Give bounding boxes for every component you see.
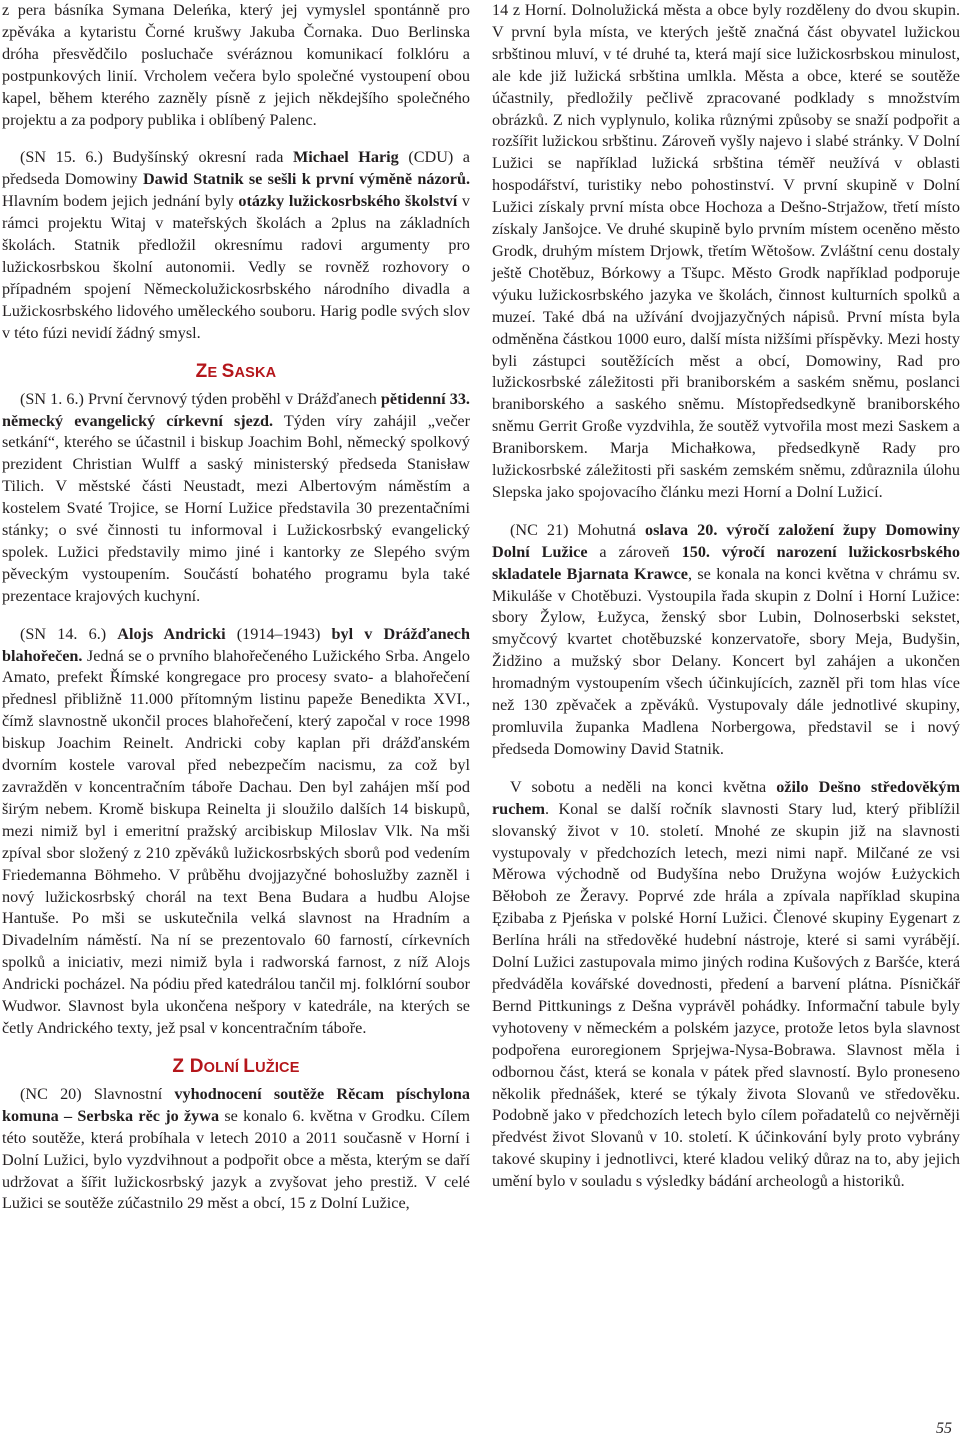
article-continuation: z pera básníka Symana Deleńka, který jej vymyslel spontánně pro zpěváka a kytaristu Čorné krušwy Jakuba Čornaka. Duo Berlinska dróha přesvědčilo posluchače svéráznou komunikací folklóru a postpunkových linií. Vrcholem večera bylo společné vystoupení obou kapel, během kterého zazněly písně z jejich někdejšího společného projektu a za podpory publika i oblíbený Palenc. (2, 1, 470, 129)
left-column (2, 0, 470, 1231)
article-language-contest-continued: 14 z Horní. Dolnolužická města a obce byly rozděleny do dvou skupin. V první byla místa, ve kterých ještě značná část obyvatel lužickou srbštinou mluví, v té druhé ta, která mají sice lužickosrbskou minulost, ale kde již lužická srbština umlkla. Města a obce, které se soutěže účastnily, předložily pečlivě zpracované podklady s množstvím obrázků. Z nich vyplynulo, kolika různými způsoby se snaží podpořit a rozšířit lužickou srbštinu. Zároveň vyšly najevo i slabé stránky. V Dolní Lužici se například lužická srbština téměř neužívá v oblasti hospodářství, turistiky nebo pohostinství. V první skupině v Dolní Lužici získaly první místa obce Hochoza a Dešno-Strjažow, třetí místo získaly Janšojce. Ve druhé skupině bylo prvním místem oceněno město Grodk, druhým místem Drjowk, třetím Wětošow. Zvláštní cenu dostaly ještě Chotěbuz, Bórkowy a Tšupc. Město Grodk například podporuje výuku lužickosrbského jazyka ve školách, činnost kulturních spolků a muzeí. Také dbá na užívání dvojjazyčných nápisů. První místa byla odměněna částkou 1000 euro, další místa nižšími příspěvky. Mezi hosty byli zástupci soutěžících měst a obcí, Domowiny, Rad pro lužickosrbské záležitosti při braniborském a saském sněmu, poslanci braniborského a saského sněmu. Místopředsedkyně braniborského sněmu Gerrit Große vyzdvihla, že soutěž vytvořila most mezi Saskem a Braniborskem. Marja Michałkowa, předsedkyně Rady pro lužickosrbské záležitosti při saském zemském sněmu, zdůraznila úlohu Slepska jako spojovacího článku mezi Horní a Dolní Lužicí. (492, 1, 960, 501)
section-heading-saska: ZE SASKA (195, 360, 277, 382)
article-domowina-anniversary: (NC 21) Mohutná oslava 20. výročí založení župy Domowiny Dolní Lužice a zároveň 150. výročí narození lužickosrbského skladatele Bjarnata Krawce, se konala na konci května v chrámu sv. Mikuláše v Chotěbuzi. Vystoupila řada skupin z Dolní i Horní Lužice: sbory Žylow, Łužyca, ženský sbor Lubin, Dolnoserbski sekstet, smyčcový kvartet chotěbuzské konzervatoře, sbory Meja, Budyšin, Židžino a mužský sbor Delany. Koncert byl zahájen a ukončen hromadným vystoupením všech účinkujících, zazněl při tom hlas více než 130 zpěvaček a zpěváků. Vystupovaly dále jednotlivé skupiny, promluvila županka Madlena Norbergowa, představil se i nový předseda Domowiny David Statnik. (492, 520, 960, 758)
page-number: 55 (936, 1420, 952, 1437)
article-budysin-school: (SN 15. 6.) Budyšínský okresní rada Michael Harig (CDU) a předseda Domowiny Dawid Statnik se sešli k první výměně názorů. Hlavním bodem jejich jednání byly otázky lužickosrbského školství v rámci projektu Witaj v mateřských školách a 2plus na základních školách. Statnik předložil okresnímu radovi argumenty pro lužickosrbskou školní autonomii. Vedly se rovněž rozhovory o případném spojení Německolužickosrbského národního divadla a Lužickosrbského lidového uměleckého souboru. Harig podle svých slov v této fúzi nevidí žádný smysl. (2, 148, 471, 342)
right-column (492, 0, 960, 1209)
article-medieval-festival: V sobotu a neděli na konci května ožilo Dešno středověkým ruchem. Konal se další ročník slavnosti Stary lud, který přiblížil slovanský život v 10. století. Mnohé ze skupin již na slavnosti vystupovaly v předchozích letech, mezi nimi např. Milčané ze vsi Měrowa východně od Budyšína nebo Družyna wojów Łużyckich Běłoboh ze Žeravy. Poprvé zde hrála a zpívala například skupina Ęzibaba z Pjeńska v polské Horní Lužici. Členové skupiny Eygenart z Berlína hráli na středověké hudební nástroje, které si sami vyrábějí. Dolní Lužici zastupovala mimo jiných rodina Kušových z Baršće, která předváděla kovářské dovednosti, předení a barvení plátna. Písničkář Bernd Pittkunings z Dešna vyprávěl pohádky. Informační tabule byly vyhotoveny v německém a polském jazyce, protože letos byla slavnost podpořena euroregionem Sprjejwa-Nysa-Bobrawa. Slavnost měla i odbornou část, která se konala v pátek před slavností. Bylo proneseno několik přednášek, které se týkaly života Slovanů ve středověku. Podobně jako v předchozích letech bylo cílem pořadatelů co nejvěrněji předvést život Slovanů v 10. století. K účinkování byly proto vybrány takové skupiny i jednotlivci, které kladou veliký důraz na to, aby jejich umění bylo v souladu s výsledky bádání archeologů a historiků. (492, 777, 960, 1191)
section-heading-dolni-luzice: Z DOLNÍ LUŽICE (172, 1055, 300, 1077)
article-beatification: (SN 14. 6.) Alojs Andricki (1914–1943) byl v Drážďanech blahořečen. Jedná se o prvního blahořečeného Lužického Srba. Angelo Amato, prefekt Římské kongregace pro procesy svato- a blahořečení přednesl přibližně 11.000 přítomným listinu papeže Benedikta XVI., čímž slavnostně ukončil proces blahořečení, který započal v roce 1998 biskup Joachim Reinelt. Andricki coby kaplan při drážďanském dvorním kostele varoval před nebezpečím nacismu, za což byl zavražděn v koncentračním táboře Dachau. Den byl zahájen mší pod širým nebem. Kromě biskupa Reinelta ji sloužilo dalších 14 biskupů, mezi nimiž byl i emeritní pražský arcibiskup Miloslav Vlk. Na mši zpíval sbor složený z 210 zpěváků lužickosrbských sborů pod vedením Friedemanna Böhmeho. V průběhu dvojjazyčné bohoslužby zazněl i nový lužickosrbský chorál na text Bena Budara a hudbu Alojse Hantuše. Po mši se uskutečnila velká slavnost na Hradním a Divadelním náměstí. Na ní se prezentovalo 60 farností, církevních spolků a iniciativ, mezi nimiž byla i radworská farnost, z níž Alojs Andricki pocházel. Na pódiu před katedrálou tančil mj. folklórní soubor Wudwor. Slavnost byla ukončena nešpory v katedrále, na kterých se četly Andrického texty, jež psal v koncentračním táboře. (2, 624, 470, 1037)
article-church-congress: (SN 1. 6.) První červnový týden proběhl v Drážďanech pětidenní 33. německý evangelický církevní sjezd. Týden víry zahájil „večer setkání“, kterého se účastnil i biskup Joachim Bohl, německý spolkový prezident Christian Wulff a saský ministerský předseda Stanisław Tilich. V městské části Neustadt, mezi Albertovým náměstím a kostelem Svaté Trojice, se Horní Lužice představila 30 prezentačními stánky; o své činnosti tu informoval i Lužickosrbský evangelický spolek. Lužici představily mimo jiné i kantorky ze Slepého svým pěveckým vystoupením. Součástí bohatého programu byla také prezentace krajových kuchyní. (2, 389, 470, 605)
article-language-contest: (NC 20) Slavnostní vyhodnocení soutěže Rěcam píschylona komuna – Serbska rěc jo žywa se konalo 6. května v Grodku. Cílem této soutěže, která probíhala v letech 2010 a 2011 současně v Horní i Dolní Lužici, bylo vyzdvihnout a podpořit obce a města, kterým se daří udržovat a šířit lužickosrbský jazyk a zvyšovat jeho prestiž. V celé Lužici se soutěže zúčastnilo 29 měst a obcí, 15 z Dolní Lužice, (2, 1084, 471, 1213)
